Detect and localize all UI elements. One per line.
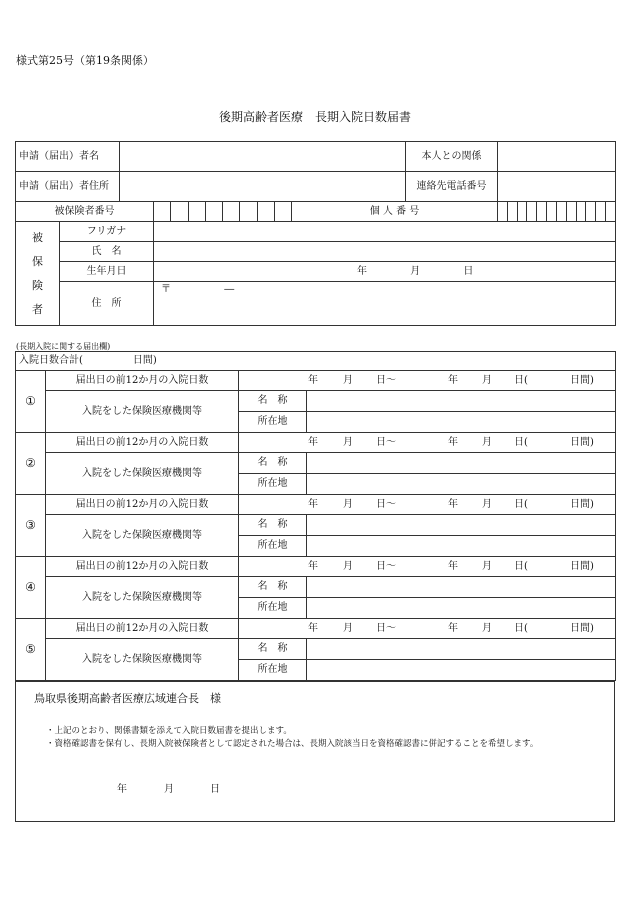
date-from-year: 年 [308,498,318,510]
days-label: 届出日の前12か月の入院日数 [46,495,239,515]
date-from-day: 日〜 [376,498,396,510]
hospital-name-label: 名 称 [239,577,307,598]
date-from-year: 年 [308,436,318,448]
date-from-day: 日〜 [376,560,396,572]
date-from-day: 日〜 [376,622,396,634]
applicant-table [15,141,616,326]
submission-box [15,681,615,822]
hospital-location-label: 所在地 [239,598,307,619]
entry-number: ② [16,433,46,495]
hospital-location-label: 所在地 [239,660,307,681]
date-from-day: 日〜 [376,374,396,386]
note-2: ・資格確認書を保有し、長期入院被保険者として認定された場合は、長期入院該当日を資格確認書に併記することを希望します。 [46,739,539,749]
phone-field[interactable] [498,172,616,202]
date-to-day: 日( [514,498,528,510]
furigana-field[interactable] [154,222,616,242]
days-label: 届出日の前12か月の入院日数 [46,433,239,453]
date-from-month: 月 [343,622,353,634]
date-to-year: 年 [448,622,458,634]
form-number: 様式第25号（第19条関係） [16,54,154,67]
hospital-name-label: 名 称 [239,515,307,536]
date-to-year: 年 [448,374,458,386]
date-to-month: 月 [482,622,492,634]
days-count-close: 日間) [570,498,594,510]
hospital-name-label: 名 称 [239,639,307,660]
days-label: 届出日の前12か月の入院日数 [46,619,239,639]
date-from-year: 年 [308,622,318,634]
hospital-label: 入院をした保険医療機関等 [46,639,239,681]
hospital-label: 入院をした保険医療機関等 [46,453,239,495]
birthdate-label: 生年月日 [60,262,154,282]
date-from-month: 月 [343,498,353,510]
entry-number: ④ [16,557,46,619]
insured-name-field[interactable] [154,242,616,262]
hospital-location-field[interactable] [307,474,616,495]
days-count-close: 日間) [570,622,594,634]
insured-group-label: 被 保 険 者 [16,222,60,326]
days-label: 届出日の前12か月の入院日数 [46,557,239,577]
days-count-close: 日間) [570,374,594,386]
hospital-location-label: 所在地 [239,412,307,433]
insured-address-field[interactable] [154,282,616,326]
birthdate-field[interactable]: 年 月 日 [154,262,616,282]
date-to-year: 年 [448,498,458,510]
hospital-name-field[interactable] [307,453,616,474]
entry-number: ⑤ [16,619,46,681]
furigana-label: フリガナ [60,222,154,242]
date-to-month: 月 [482,498,492,510]
date-to-month: 月 [482,560,492,572]
applicant-address-label: 申請（届出）者住所 [16,172,120,202]
date-from-year: 年 [308,374,318,386]
hospital-location-field[interactable] [307,536,616,557]
insured-number-boxes[interactable] [154,202,292,222]
hospital-label: 入院をした保険医療機関等 [46,515,239,557]
hospital-location-field[interactable] [307,660,616,681]
hospital-name-field[interactable] [307,391,616,412]
days-date-range[interactable] [239,433,616,453]
date-to-month: 月 [482,374,492,386]
applicant-name-field[interactable] [120,142,406,172]
page-title: 後期高齢者医療 長期入院日数届書 [218,110,411,124]
applicant-address-field[interactable] [120,172,406,202]
hospital-label: 入院をした保険医療機関等 [46,577,239,619]
sign-year: 年 [117,784,127,795]
days-date-range[interactable] [239,557,616,577]
date-to-day: 日( [514,622,528,634]
days-date-range[interactable] [239,619,616,639]
date-to-day: 日( [514,436,528,448]
date-to-day: 日( [514,374,528,386]
days-label: 届出日の前12か月の入院日数 [46,371,239,391]
insured-address-label: 住 所 [60,282,154,326]
hospital-name-label: 名 称 [239,453,307,474]
days-count-close: 日間) [570,560,594,572]
hospital-location-field[interactable] [307,598,616,619]
date-from-month: 月 [343,560,353,572]
date-to-month: 月 [482,436,492,448]
note-1: ・上記のとおり、関係書類を添えて入院日数届書を提出します。 [46,726,292,736]
hospital-name-field[interactable] [307,515,616,536]
insured-name-label: 氏 名 [60,242,154,262]
postal-mark: 〒 [161,284,171,295]
personal-number-boxes[interactable] [498,202,616,222]
phone-label: 連絡先電話番号 [406,172,498,202]
sign-day: 日 [210,784,220,795]
insured-number-label: 被保険者番号 [16,202,154,222]
hospital-label: 入院をした保険医療機関等 [46,391,239,433]
date-from-day: 日〜 [376,436,396,448]
section-label: (長期入院に関する届出欄) [16,342,111,351]
hospital-location-label: 所在地 [239,536,307,557]
postal-dash: ― [224,284,235,295]
addressee: 鳥取県後期高齢者医療広域連合長 様 [34,692,221,705]
total-days-label: 入院日数合計( 日間) [16,352,616,371]
days-count-close: 日間) [570,436,594,448]
date-from-month: 月 [343,436,353,448]
hospital-name-field[interactable] [307,639,616,660]
entry-number: ① [16,371,46,433]
hospital-name-field[interactable] [307,577,616,598]
hospitalization-table [15,351,616,681]
date-to-day: 日( [514,560,528,572]
applicant-name-label: 申請（届出）者名 [16,142,120,172]
hospital-name-label: 名 称 [239,391,307,412]
sign-month: 月 [164,784,174,795]
date-to-year: 年 [448,560,458,572]
entry-number: ③ [16,495,46,557]
hospital-location-label: 所在地 [239,474,307,495]
days-date-range[interactable] [239,371,616,391]
date-to-year: 年 [448,436,458,448]
days-date-range[interactable] [239,495,616,515]
date-from-month: 月 [343,374,353,386]
date-from-year: 年 [308,560,318,572]
personal-number-label: 個 人 番 号 [292,202,498,222]
relation-label: 本人との関係 [406,142,498,172]
hospital-location-field[interactable] [307,412,616,433]
relation-field[interactable] [498,142,616,172]
